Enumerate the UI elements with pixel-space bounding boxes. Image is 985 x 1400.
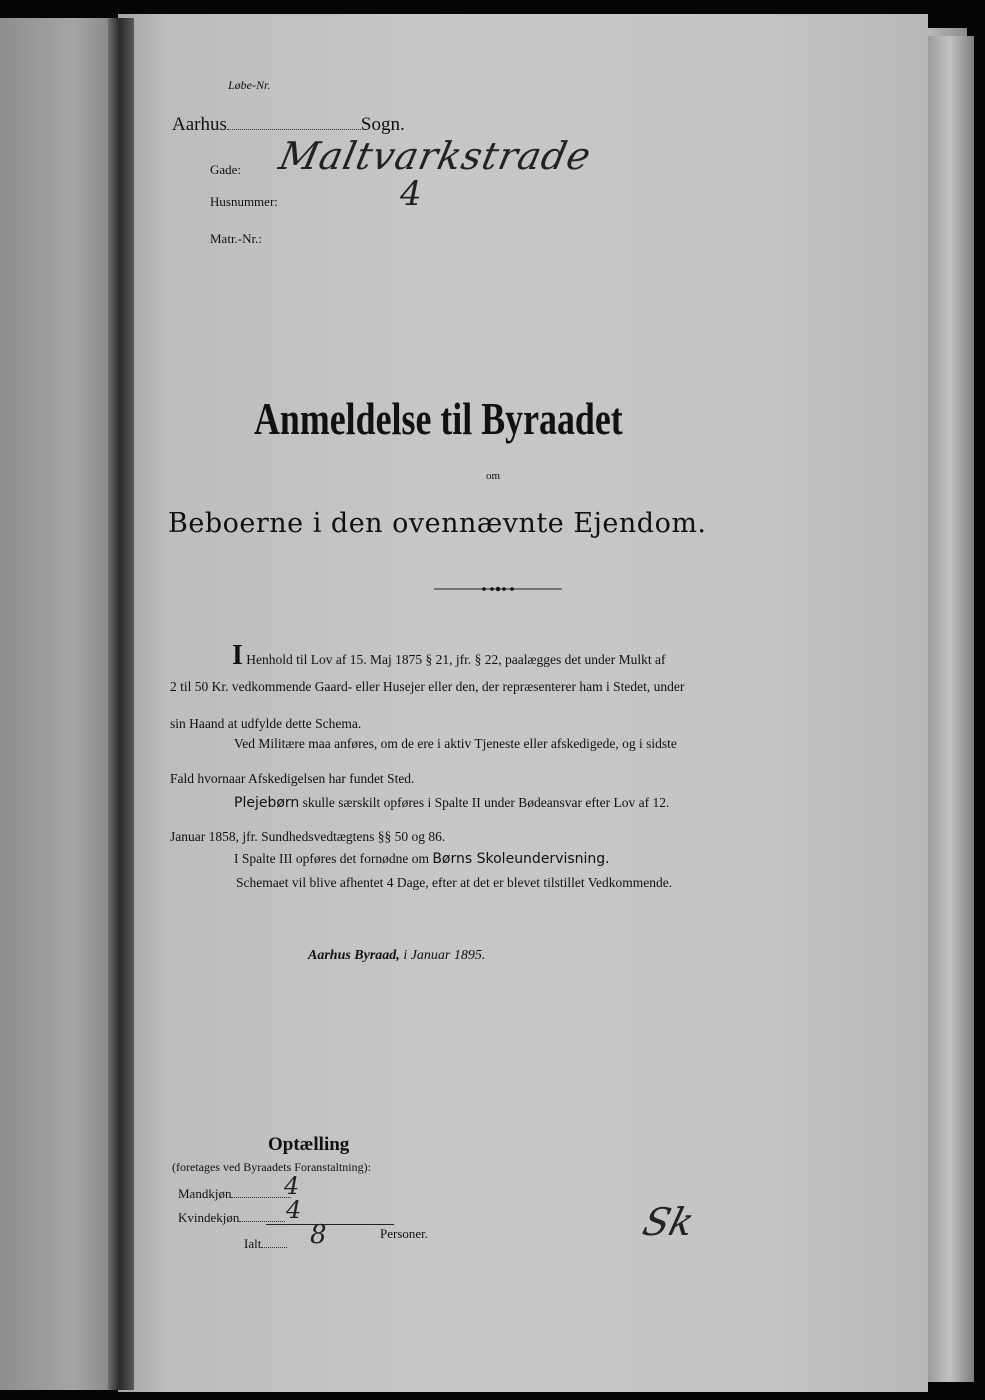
- paragraph-4: I Spalte III opføres det fornødne om Børns Skoleundervisning.: [234, 851, 610, 867]
- paragraph-5: Schemaet vil blive afhentet 4 Dage, efter at det er blevet tilstillet Vedkommende.: [236, 875, 673, 890]
- document-page: [118, 14, 928, 1392]
- document-subtitle: Beboerne i den ovennævnte Ejendom.: [168, 508, 707, 539]
- page-stack-edge-inner: [925, 36, 974, 1382]
- byraad-signature: Aarhus Byraad, i Januar 1895.: [308, 948, 486, 963]
- initials-handwritten: Sk: [638, 1200, 699, 1244]
- husnummer-handwritten: 4: [400, 174, 422, 214]
- ialt-value: 8: [310, 1220, 327, 1250]
- title-connector: om: [486, 470, 501, 482]
- left-page-edge: [0, 18, 125, 1390]
- personer-label: Personer.: [380, 1226, 429, 1241]
- book-gutter: [108, 18, 134, 1390]
- gade-label: Gade:: [210, 162, 242, 177]
- parish-line: [172, 114, 405, 136]
- sum-rule: [266, 1224, 394, 1225]
- ialt-row: Ialt: [244, 1236, 287, 1252]
- gade-handwritten: Maltvarkstrade: [275, 134, 596, 178]
- lobe-nr-label: Løbe-Nr.: [228, 78, 271, 92]
- parish-blank-line: [227, 129, 361, 130]
- paragraph-2-line-1: Ved Militære maa anføres, om de ere i aktiv Tjeneste eller afskedigede, og i sidste: [234, 736, 677, 751]
- kvindekjon-row: Kvindekjøn: [178, 1210, 285, 1226]
- skoleundervisning-emphasis: Børns Skoleundervisning.: [432, 851, 610, 867]
- plejeborn-emphasis: Plejebørn: [234, 795, 300, 811]
- mandkjon-value: 4: [284, 1172, 300, 1200]
- ornament-divider: [434, 586, 562, 592]
- paragraph-2-line-2: Fald hvornaar Afskedigelsen har fundet Sted.: [170, 771, 415, 786]
- city-name: Aarhus: [172, 114, 227, 135]
- husnummer-label: Husnummer:: [210, 194, 278, 209]
- count-subtitle: (foretages ved Byraadets Foranstaltning):: [172, 1160, 371, 1174]
- count-title: Optælling: [268, 1134, 350, 1155]
- paragraph-3-line-2: Januar 1858, jfr. Sundhedsvedtægtens §§ 50 og 86.: [170, 829, 446, 844]
- paragraph-1-line-3: sin Haand at udfylde dette Schema.: [170, 716, 362, 731]
- paragraph-3-line-1: Plejebørn skulle særskilt opføres i Spalte II under Bødeansvar efter Lov af 12.: [234, 795, 670, 811]
- kvindekjon-value: 4: [286, 1196, 302, 1224]
- sogn-label: Sogn.: [360, 114, 405, 135]
- paragraph-1-line-2: 2 til 50 Kr. vedkommende Gaard- eller Husejer eller den, der repræsenterer ham i Stedet, under: [170, 679, 685, 694]
- document-title: Anmeldelse til Byraadet: [254, 393, 623, 444]
- mandkjon-row: Mandkjøn: [178, 1186, 291, 1202]
- dropcap: I: [232, 640, 243, 671]
- paragraph-1-line-1: I Henhold til Lov af 15. Maj 1875 § 21, jfr. § 22, paalægges det under Mulkt af: [232, 640, 666, 671]
- matr-label: Matr.-Nr.:: [210, 231, 262, 246]
